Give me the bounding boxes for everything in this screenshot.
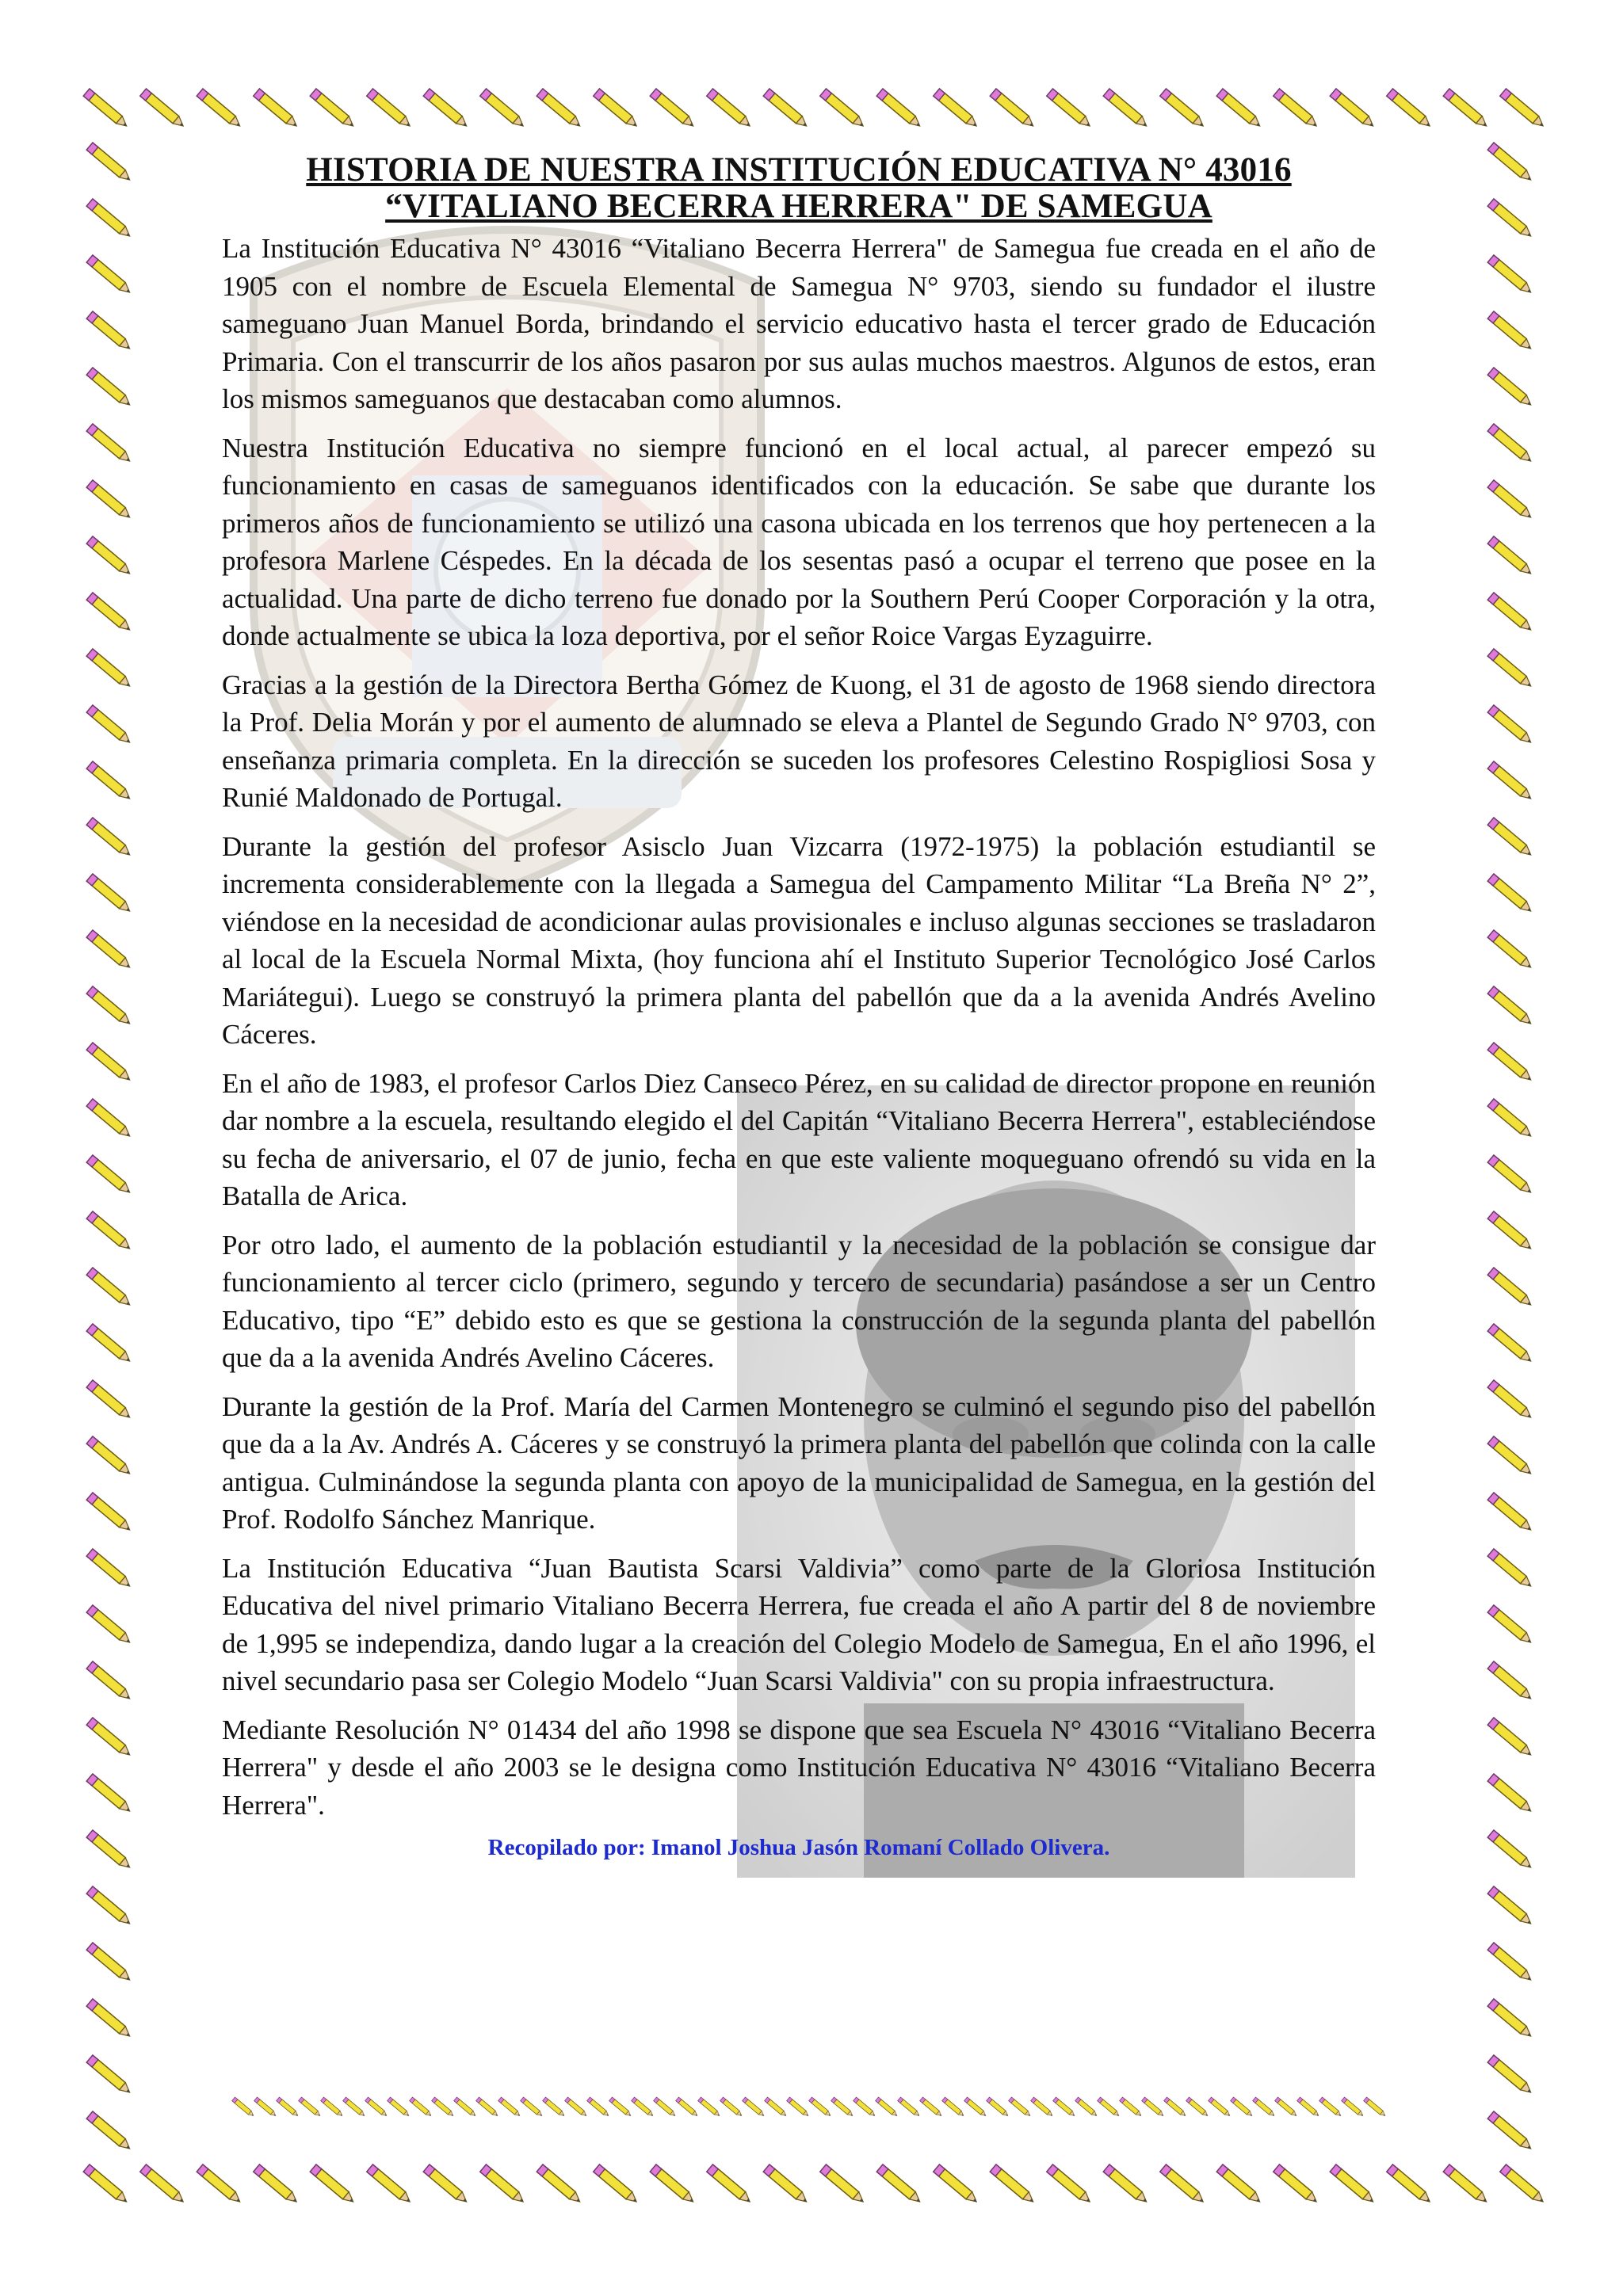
pencil-icon (934, 89, 980, 130)
pencil-icon (632, 2097, 655, 2118)
pencil-border-right (1480, 135, 1544, 2163)
pencil-icon (86, 1155, 132, 1196)
pencil-icon (876, 89, 922, 130)
pencil-icon (1053, 2097, 1076, 2118)
pencil-icon (1487, 1943, 1533, 1984)
pencil-icon (876, 2097, 899, 2118)
pencil-icon (698, 2097, 721, 2118)
paragraph: Mediante Resolución N° 01434 del año 1998 se dispone que sea Escuela N° 43016 “Vitaliano Becerra Herrera" y desde el año 2003 se le designa como Institución Educativa N° 43016 “Vitaliano Becerra Herrera". (222, 1714, 1376, 1821)
paragraph: Nuestra Institución Educativa no siempre funcionó en el local actual, al parecer empezó su funcionamiento en casas de sameguanos identificados con la educación. Se sabe que durante los primeros años de funcionamiento se utilizó una casona ubicada en los terrenos que hoy pertenecen a la profesora Marlene Céspedes. En la década de los sesentas pasó a ocupar el terreno que posee en la actualidad. Una parte de dicho terreno fue donado por la Southern Perú Cooper Corporación y la otra, donde actualmente se ubica la loza deportiva, por el señor Roice Vargas Eyzaguirre. (222, 432, 1376, 651)
pencil-icon (86, 1943, 132, 1984)
pencil-icon (765, 2097, 788, 2118)
pencil-icon (1142, 2097, 1165, 2118)
pencil-border-top (79, 79, 1544, 143)
pencil-icon (498, 2097, 521, 2118)
paragraph: Durante la gestión de la Prof. María del Carmen Montenegro se culminó el segundo piso del pabellón que da a la Av. Andrés A. Cáceres y se construyó la primera planta del pabellón que colinda con la calle antigua. Culminándose la segunda planta con apoyo de la municipalidad de Samegua, en la gestión del Prof. Rodolfo Sánchez Manrique. (222, 1390, 1376, 1535)
pencil-icon (423, 2164, 469, 2206)
pencil-icon (1487, 2055, 1533, 2096)
pencil-icon (86, 874, 132, 915)
pencil-icon (1075, 2097, 1098, 2118)
pencil-icon (321, 2097, 344, 2118)
pencil-icon (876, 2164, 922, 2206)
pencil-border-bottom (79, 2155, 1544, 2218)
pencil-icon (650, 89, 696, 130)
pencil-icon (365, 2097, 388, 2118)
pencil-icon (1487, 1211, 1533, 1253)
pencil-icon (86, 536, 132, 578)
pencil-icon (831, 2097, 854, 2118)
pencil-icon (86, 818, 132, 859)
pencil-icon (86, 1718, 132, 1759)
pencil-icon (86, 424, 132, 465)
pencil-icon (1443, 89, 1489, 130)
pencil-icon (1487, 874, 1533, 915)
pencil-icon (86, 705, 132, 746)
pencil-icon (86, 368, 132, 409)
pencil-icon (964, 2097, 987, 2118)
pencil-icon (594, 89, 640, 130)
pencil-icon (1487, 1774, 1533, 1815)
pencil-icon (1209, 2097, 1232, 2118)
pencil-icon (1009, 2097, 1032, 2118)
pencil-icon (1120, 2097, 1143, 2118)
pencil-icon (86, 1830, 132, 1871)
pencil-icon (543, 2097, 566, 2118)
pencil-icon (83, 89, 129, 130)
pencil-icon (1487, 761, 1533, 803)
pencil-icon (1500, 2164, 1544, 2206)
title-line-2: “VITALIANO BECERRA HERRERA" DE SAMEGUA (385, 188, 1212, 225)
pencil-icon (654, 2097, 677, 2118)
pencil-icon (367, 89, 413, 130)
pencil-icon (454, 2097, 477, 2118)
paragraph: Por otro lado, el aumento de la población estudiantil y la necesidad de la población se consigue dar funcionamiento al tercer ciclo (primero, segundo y tercero de secundaria) pasándose a ser un Centro Educativo, tipo “E” debido esto es que se gestiona la construcción de la segunda planta del pabellón que da a la avenida Andrés Avelino Cáceres. (222, 1229, 1376, 1373)
pencil-icon (254, 2097, 277, 2118)
pencil-icon (1164, 2097, 1187, 2118)
pencil-icon (310, 2164, 356, 2206)
paragraph: Durante la gestión del profesor Asisclo Juan Vizcarra (1972-1975) la población estudiantil se incrementa considerablemente con la llegada a Samegua del Campamento Militar “La Breña N° 2”, viéndose en la necesidad de acondicionar aulas provisionales e incluso algunas secciones se trasladaron al local de la Escuela Normal Mixta, (hoy funciona ahí el Instituto Superior Tecnológico José Carlos Mariátegui). Luego se construyó la primera planta del pabellón que da a la avenida Andrés Avelino Cáceres. (222, 830, 1376, 1050)
pencil-icon (1387, 2164, 1433, 2206)
pencil-icon (1047, 2164, 1093, 2206)
pencil-icon (1103, 2164, 1149, 2206)
pencil-icon (1487, 649, 1533, 690)
pencil-icon (1487, 536, 1533, 578)
pencil-icon (232, 2097, 255, 2118)
pencil-icon (763, 89, 809, 130)
pencil-icon (140, 2164, 186, 2206)
pencil-icon (1487, 368, 1533, 409)
pencil-icon (86, 1774, 132, 1815)
pencil-icon (86, 1268, 132, 1309)
document-title (222, 152, 1376, 225)
pencil-icon (197, 2164, 242, 2206)
pencil-icon (1487, 199, 1533, 240)
pencil-icon (86, 1211, 132, 1253)
pencil-icon (537, 89, 582, 130)
pencil-icon (432, 2097, 455, 2118)
pencil-icon (254, 2164, 300, 2206)
pencil-icon (1500, 89, 1544, 130)
pencil-icon (1487, 311, 1533, 353)
pencil-icon (1487, 255, 1533, 296)
pencil-icon (1487, 1268, 1533, 1309)
pencil-icon (720, 2097, 743, 2118)
pencil-icon (410, 2097, 433, 2118)
pencil-icon (594, 2164, 640, 2206)
pencil-icon (197, 89, 242, 130)
pencil-icon (277, 2097, 300, 2118)
pencil-icon (86, 1999, 132, 2040)
pencil-icon (1487, 1436, 1533, 1478)
paragraph: La Institución Educativa “Juan Bautista Scarsi Valdivia” como parte de la Gloriosa Institución Educativa del nivel primario Vitaliano Becerra Herrera, fue creada el año A partir del 8 de noviembre de 1,995 se independiza, dando lugar a la creación del Colegio Modelo de Samegua, En el año 1996, el nivel secundario pasa ser Colegio Modelo “Juan Scarsi Valdivia" con su propia infraestructura. (222, 1552, 1376, 1696)
pencil-icon (1047, 89, 1093, 130)
pencil-icon (86, 1043, 132, 1084)
pencil-icon (86, 1099, 132, 1140)
pencil-icon (423, 89, 469, 130)
pencil-icon (743, 2097, 766, 2118)
pencil-icon (1487, 1605, 1533, 1646)
pencil-icon (140, 89, 186, 130)
pencil-icon (990, 2164, 1036, 2206)
pencil-icon (367, 2164, 413, 2206)
pencil-icon (987, 2097, 1010, 2118)
pencil-icon (310, 89, 356, 130)
pencil-icon (1231, 2097, 1254, 2118)
pencil-icon (299, 2097, 322, 2118)
pencil-icon (83, 2164, 129, 2206)
pencil-icon (86, 1493, 132, 1534)
pencil-icon (86, 311, 132, 353)
pencil-icon (86, 199, 132, 240)
pencil-icon (650, 2164, 696, 2206)
pencil-icon (1487, 1043, 1533, 1084)
pencil-icon (86, 2055, 132, 2096)
pencil-icon (1342, 2097, 1365, 2118)
pencil-divider (230, 2092, 1387, 2123)
pencil-icon (1098, 2097, 1121, 2118)
pencil-icon (920, 2097, 943, 2118)
pencil-icon (1487, 1380, 1533, 1421)
pencil-icon (1487, 986, 1533, 1028)
pencil-icon (86, 930, 132, 971)
pencil-icon (1487, 1324, 1533, 1365)
pencil-icon (990, 89, 1036, 130)
pencil-icon (86, 1324, 132, 1365)
pencil-icon (476, 2097, 499, 2118)
pencil-icon (86, 761, 132, 803)
pencil-icon (1274, 89, 1319, 130)
pencil-icon (1487, 424, 1533, 465)
pencil-icon (1487, 1886, 1533, 1928)
pencil-icon (763, 2164, 809, 2206)
pencil-icon (1487, 1999, 1533, 2040)
pencil-icon (1330, 89, 1376, 130)
pencil-icon (934, 2164, 980, 2206)
pencil-icon (480, 89, 526, 130)
pencil-icon (480, 2164, 526, 2206)
pencil-icon (86, 1661, 132, 1703)
pencil-icon (1031, 2097, 1054, 2118)
compiler-credit: Recopilado por: Imanol Joshua Jasón Romaní Collado Olivera. (487, 1835, 1110, 1860)
pencil-icon (1274, 2164, 1319, 2206)
paragraph: En el año de 1983, el profesor Carlos Diez Canseco Pérez, en su calidad de director propone en reunión dar nombre a la escuela, resultando elegido el del Capitán “Vitaliano Becerra Herrera", estableciéndose su fecha de aniversario, el 07 de junio, fecha en que este valiente moqueguano ofrendó su vida en la Batalla de Arica. (222, 1067, 1376, 1211)
pencil-icon (1487, 1155, 1533, 1196)
pencil-icon (1387, 89, 1433, 130)
pencil-icon (343, 2097, 366, 2118)
pencil-icon (86, 593, 132, 634)
pencil-icon (707, 89, 753, 130)
pencil-icon (609, 2097, 632, 2118)
pencil-icon (898, 2097, 921, 2118)
pencil-icon (86, 143, 132, 184)
document-body (222, 152, 1376, 1861)
pencil-icon (1487, 1493, 1533, 1534)
paragraph: Gracias a la gestión de la Directora Bertha Gómez de Kuong, el 31 de agosto de 1968 siendo directora la Prof. Delia Morán y por el aumento de alumnado se eleva a Plantel de Segundo Grado N° 9703, con enseñanza primaria completa. En la dirección se suceden los profesores Celestino Rospigliosi Sosa y Runié Maldonado de Portugal. (222, 669, 1376, 813)
pencil-icon (1487, 593, 1533, 634)
pencil-icon (388, 2097, 411, 2118)
pencil-icon (1487, 1718, 1533, 1759)
pencil-icon (707, 2164, 753, 2206)
pencil-icon (86, 2111, 132, 2153)
pencil-icon (254, 89, 300, 130)
pencil-icon (1487, 143, 1533, 184)
pencil-icon (1487, 480, 1533, 521)
pencil-icon (1487, 2111, 1533, 2153)
title-line-1: HISTORIA DE NUESTRA INSTITUCIÓN EDUCATIVA N° 43016 (306, 151, 1292, 189)
pencil-icon (1186, 2097, 1209, 2118)
pencil-icon (86, 1549, 132, 1590)
pencil-icon (86, 649, 132, 690)
pencil-icon (854, 2097, 876, 2118)
pencil-icon (86, 1436, 132, 1478)
pencil-icon (1103, 89, 1149, 130)
pencil-icon (1216, 2164, 1262, 2206)
pencil-icon (521, 2097, 544, 2118)
pencil-icon (820, 89, 866, 130)
pencil-icon (1487, 818, 1533, 859)
pencil-icon (1160, 2164, 1206, 2206)
pencil-icon (86, 986, 132, 1028)
pencil-icon (1253, 2097, 1276, 2118)
pencil-icon (86, 480, 132, 521)
pencil-icon (676, 2097, 699, 2118)
pencil-icon (1364, 2097, 1387, 2118)
pencil-icon (1319, 2097, 1342, 2118)
pencil-icon (820, 2164, 866, 2206)
pencil-icon (587, 2097, 610, 2118)
pencil-icon (565, 2097, 588, 2118)
paragraph: La Institución Educativa N° 43016 “Vitaliano Becerra Herrera" de Samegua fue creada en el año de 1905 con el nombre de Escuela Elemental de Samegua N° 9703, siendo su fundador el ilustre sameguano Juan Manuel Borda, brindando el servicio educativo hasta el tercer grado de Educación Primaria. Con el transcurrir de los años pasaron por sus aulas muchos maestros. Algunos de estos, eran los mismos sameguanos que destacaban como alumnos. (222, 233, 1376, 414)
pencil-icon (1443, 2164, 1489, 2206)
pencil-icon (1487, 1830, 1533, 1871)
pencil-icon (1275, 2097, 1298, 2118)
pencil-border-left (79, 135, 143, 2163)
pencil-icon (1160, 89, 1206, 130)
pencil-icon (86, 1886, 132, 1928)
pencil-icon (1487, 930, 1533, 971)
pencil-icon (537, 2164, 582, 2206)
pencil-icon (1487, 705, 1533, 746)
pencil-icon (86, 1605, 132, 1646)
pencil-icon (1487, 1099, 1533, 1140)
pencil-icon (942, 2097, 965, 2118)
pencil-icon (1330, 2164, 1376, 2206)
pencil-icon (1216, 89, 1262, 130)
pencil-icon (1297, 2097, 1320, 2118)
pencil-icon (86, 255, 132, 296)
pencil-icon (809, 2097, 832, 2118)
pencil-icon (1487, 1549, 1533, 1590)
pencil-icon (86, 1380, 132, 1421)
pencil-icon (787, 2097, 810, 2118)
pencil-icon (1487, 1661, 1533, 1703)
